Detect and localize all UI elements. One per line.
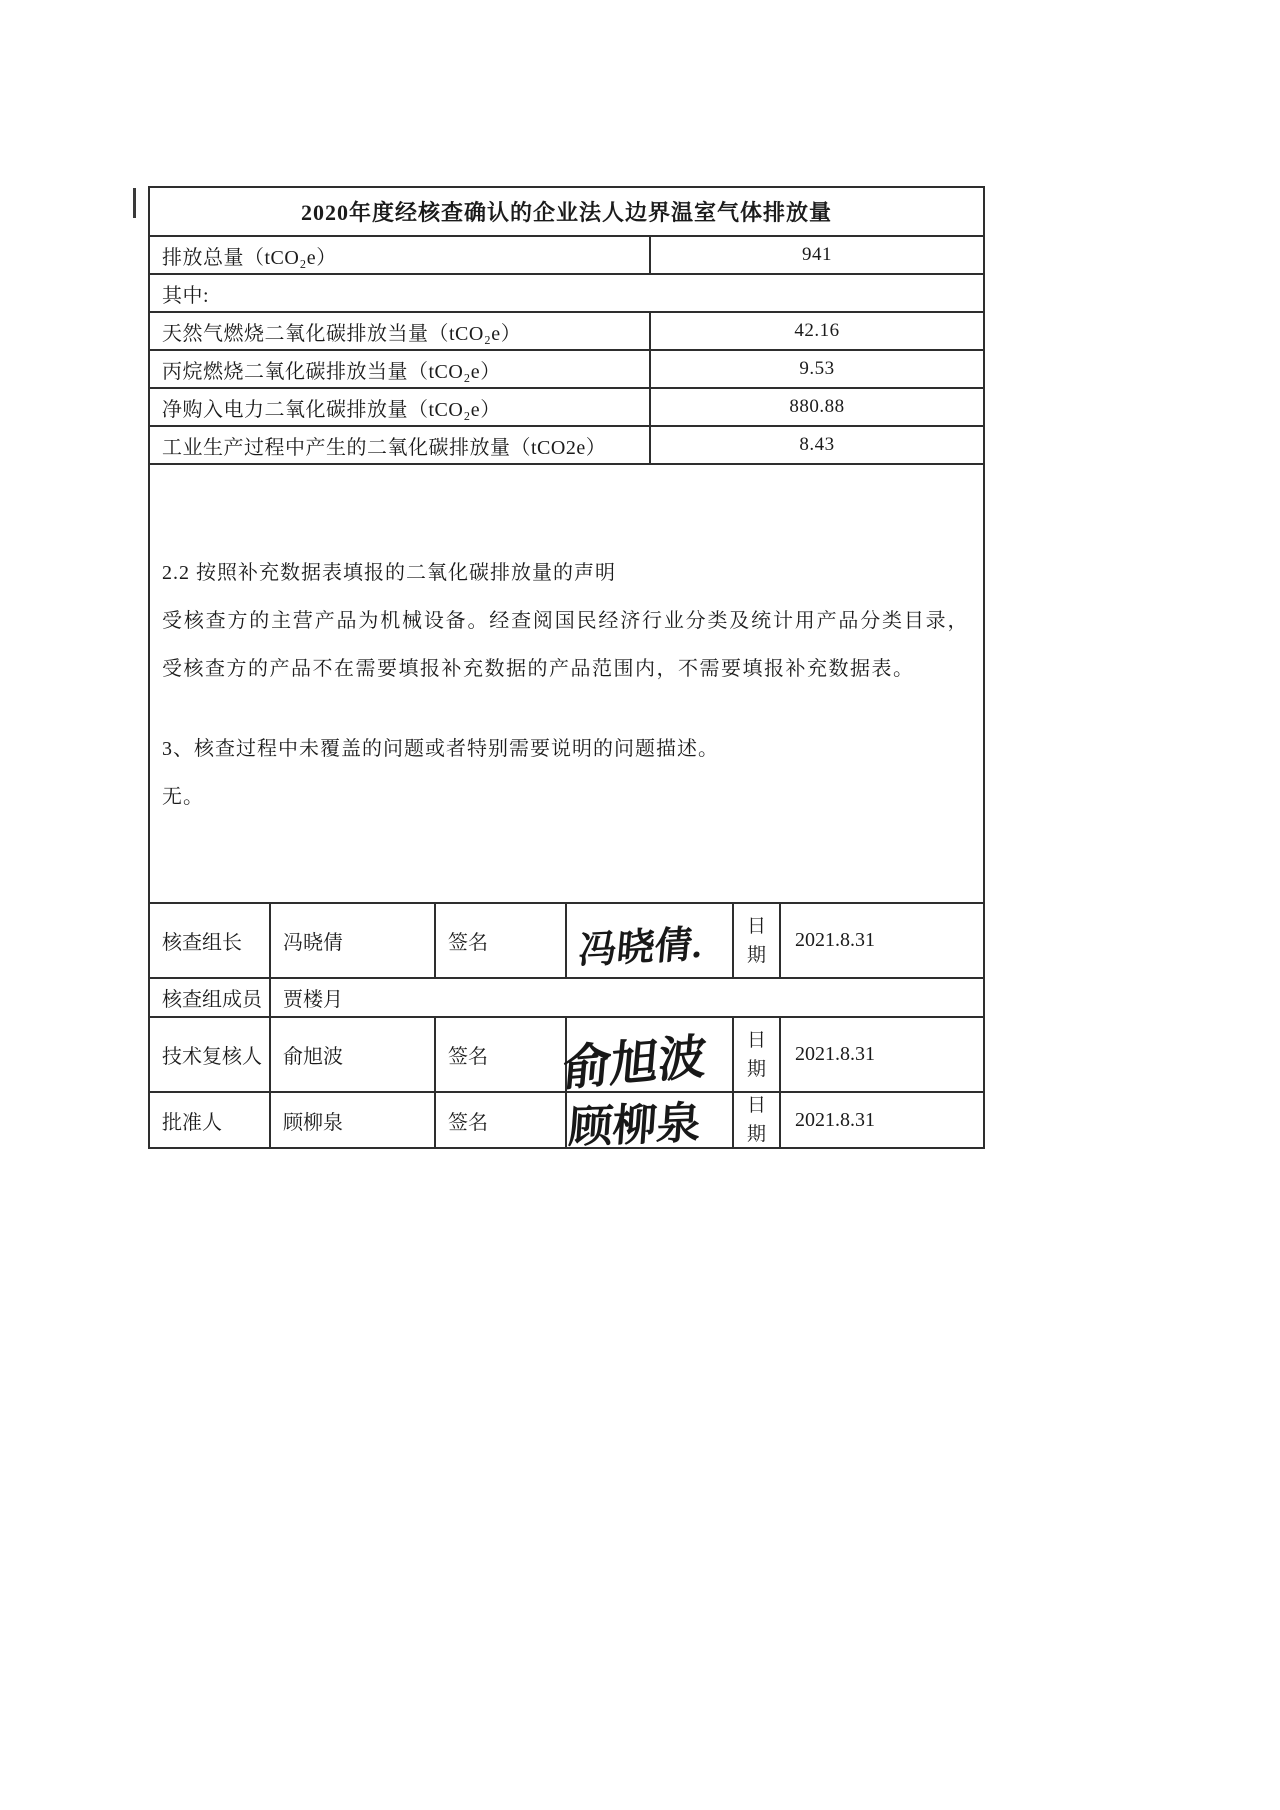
row-label: 天然气燃烧二氧化碳排放当量（tCO₂e） [162,322,522,345]
handwritten-signature: 冯晓倩. [576,923,704,973]
person-name: 顾柳泉 [269,1093,434,1147]
person-name: 冯晓倩 [269,904,434,977]
table-row [150,235,983,273]
date-label: 日期 [746,1029,766,1080]
handwritten-signature-cell [560,1018,732,1097]
statements-cell [150,463,983,902]
row-label: 其中: [162,284,210,307]
table-row [150,349,983,387]
person-name: 俞旭波 [269,1018,434,1091]
row-label: 工业生产过程中产生的二氧化碳排放量（tCO2e） [162,436,607,459]
date-label-cell [732,1093,779,1147]
date-label-cell [732,1018,779,1091]
role-label: 核查组成员 [162,989,262,1011]
signoff-date: 2021.8.31 [779,1018,983,1091]
table-title-row [150,188,983,235]
row-value: 42.16 [649,313,983,349]
role-label: 技术复核人 [162,1046,262,1068]
signoff-date: 2021.8.31 [779,904,983,977]
date-label-cell [732,904,779,977]
signoff-row-technical-reviewer [150,1016,983,1097]
table-row [150,311,983,349]
signoff-row-team-member [150,977,983,1016]
role-label: 核查组长 [162,932,242,954]
table-row [150,425,983,463]
section-2-2-body: 受核查方的主营产品为机械设备。经查阅国民经济行业分类及统计用产品分类目录，受核查方的产品不在需要填报补充数据的产品范围内，不需要填报补充数据表。 [162,610,969,680]
signoff-date: 2021.8.31 [779,1093,983,1147]
person-name: 贾楼月 [269,979,983,1016]
signature-label: 签名 [434,904,565,977]
table-row [150,387,983,425]
row-value: 9.53 [649,351,983,387]
signoff-row-approver [150,1091,983,1153]
section-3-heading: 3、核查过程中未覆盖的问题或者特别需要说明的问题描述。 [162,738,719,760]
section-3-body: 无。 [162,786,204,808]
date-label: 日期 [746,915,766,966]
row-value: 8.43 [649,427,983,463]
row-label: 净购入电力二氧化碳排放量（tCO₂e） [162,398,501,421]
row-label: 排放总量（tCO₂e） [162,246,337,269]
emissions-table-title: 2020年度经核查确认的企业法人边界温室气体排放量 [300,200,832,225]
date-label: 日期 [746,1095,766,1145]
signature-label: 签名 [434,1018,565,1091]
row-label: 丙烷燃烧二氧化碳排放当量（tCO₂e） [162,360,501,383]
handwritten-signature-cell [565,1093,732,1153]
table-row [150,273,983,311]
section-2-2-heading: 2.2 按照补充数据表填报的二氧化碳排放量的声明 [162,562,616,584]
row-value: 880.88 [649,389,983,425]
row-value: 941 [649,237,983,273]
role-label: 批准人 [162,1111,222,1134]
handwritten-signature: 顾柳泉 [567,1098,703,1153]
signoff-row-team-leader [150,902,983,977]
handwritten-signature-cell [565,904,732,977]
signature-label: 签名 [434,1093,565,1147]
verification-report-table [148,186,985,1153]
scan-artifact [133,188,136,218]
handwritten-signature: 俞旭波 [560,1030,709,1097]
